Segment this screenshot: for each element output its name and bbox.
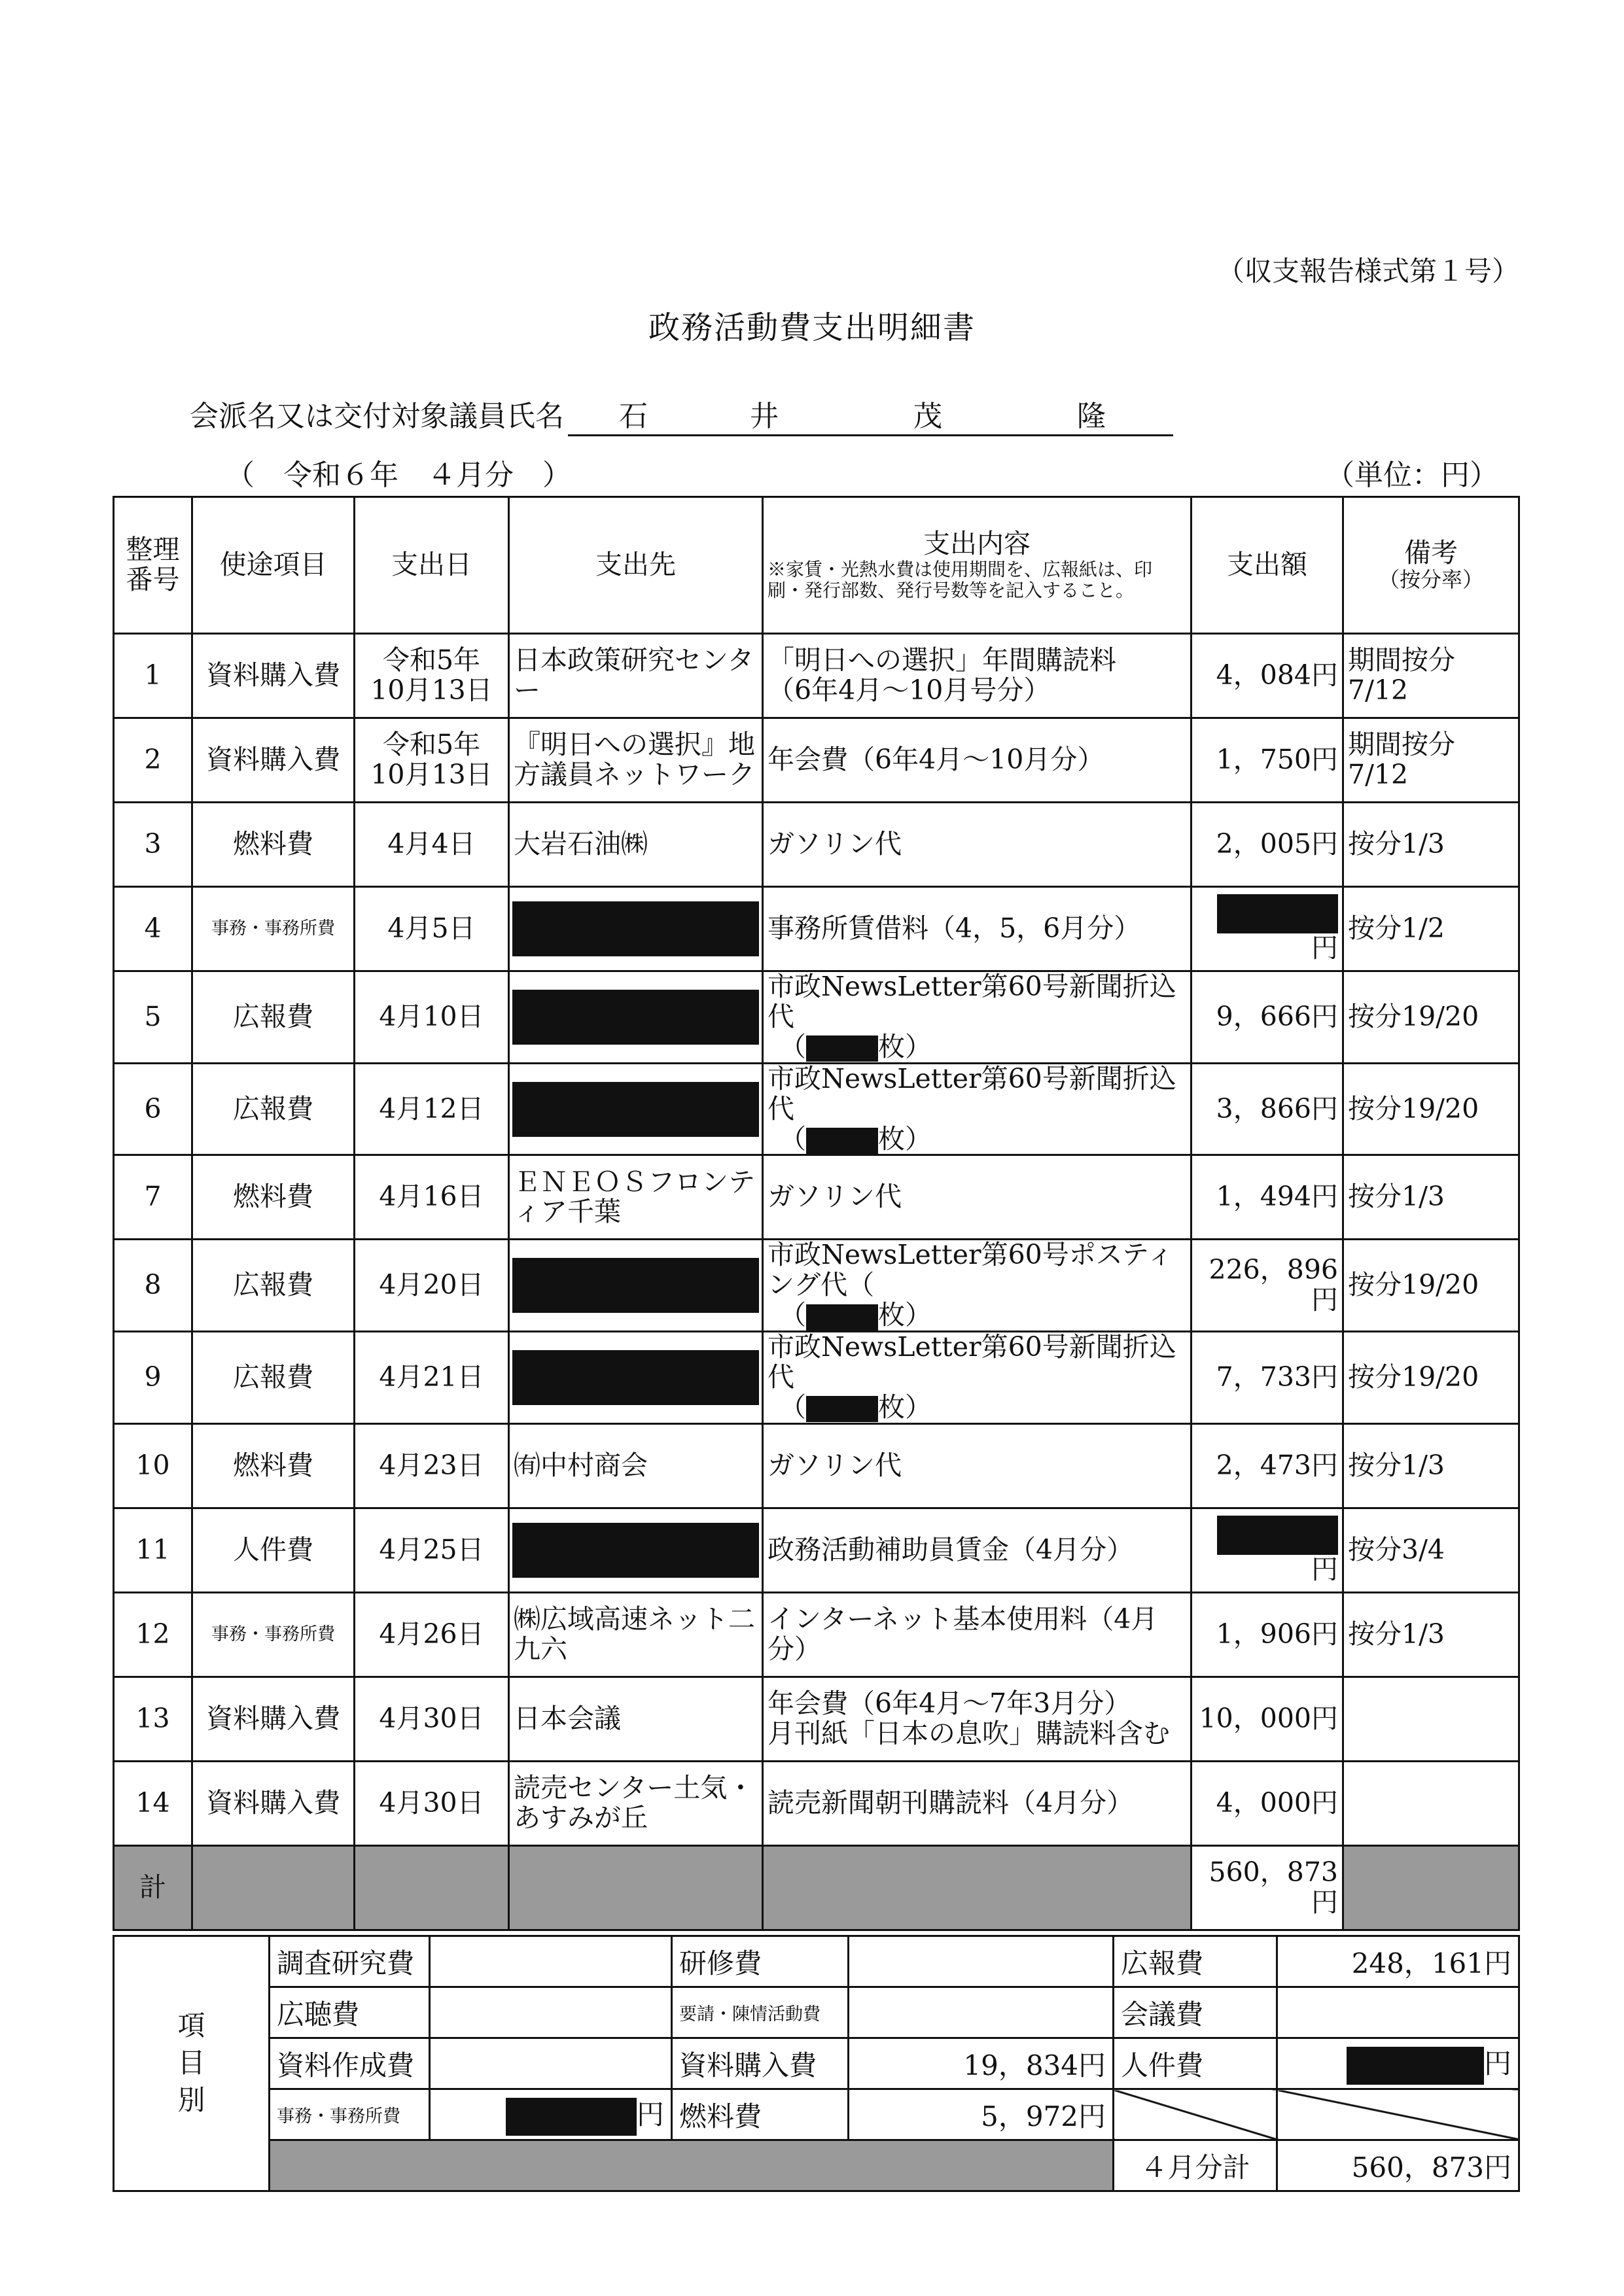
summary-value-kocho xyxy=(430,1987,672,2038)
redaction-block xyxy=(806,1304,878,1331)
member-name-char: 井 xyxy=(750,400,779,433)
cell-content-text: 「明日への選択」年間購読料 （6年4月～10月号分） xyxy=(768,644,1116,706)
cell-content-text: ガソリン代 xyxy=(768,828,902,860)
cell-content: 市政NewsLetter第60号新聞折込代 （ 枚） xyxy=(763,1063,1192,1155)
table-row xyxy=(114,1155,1519,1240)
redaction-block xyxy=(512,990,759,1045)
summary-value-month-total: 560，873円 xyxy=(1277,2140,1519,2191)
summary-table xyxy=(113,1935,1520,2192)
summary-label-jinken: 人件費 xyxy=(1114,2038,1277,2089)
summary-shaded-area xyxy=(270,2140,1114,2191)
cell-no: 2 xyxy=(114,718,192,803)
table-row xyxy=(114,803,1519,887)
summary-label-jimu: 事務・事務所費 xyxy=(270,2089,430,2140)
cell-content-text: ガソリン代 xyxy=(768,1449,902,1481)
cell-date: 4月5日 xyxy=(355,887,509,971)
cell-payee xyxy=(509,1508,763,1592)
cell-content xyxy=(763,1155,1192,1240)
summary-label-month-total: ４月分計 xyxy=(1114,2140,1277,2191)
table-row xyxy=(114,1761,1519,1845)
cell-category: 燃料費 xyxy=(192,803,355,887)
cell-remarks: 按分19/20 xyxy=(1343,1332,1519,1424)
cell-date: 4月30日 xyxy=(355,1677,509,1761)
cell-category: 燃料費 xyxy=(192,1155,355,1240)
cell-payee: ＥＮＥＯＳフロンティア千葉 xyxy=(509,1155,763,1240)
table-row xyxy=(114,1677,1519,1761)
redaction-block xyxy=(512,1350,759,1405)
summary-diagonal-cell xyxy=(1277,2089,1519,2140)
cell-payee: 『明日への選択』地方議員ネットワーク xyxy=(509,718,763,803)
summary-value-jinken-unit: 円 xyxy=(1483,2047,1511,2079)
cell-no: 5 xyxy=(114,971,192,1064)
member-label: 会派名又は交付対象議員氏名 xyxy=(190,400,564,433)
redaction-block xyxy=(512,901,759,956)
cell-no: 12 xyxy=(114,1592,192,1677)
header-content-label: 支出内容 xyxy=(923,527,1031,559)
report-period: （ 令和６年 ４月分 ） xyxy=(226,459,571,492)
cell-amount xyxy=(1192,887,1343,971)
member-name-char: 隆 xyxy=(1077,400,1106,433)
cell-category: 広報費 xyxy=(192,1240,355,1332)
cell-amount: 1，750円 xyxy=(1192,718,1343,803)
header-remarks-sub: （按分率） xyxy=(1378,567,1483,593)
cell-no: 8 xyxy=(114,1240,192,1332)
cell-content: 市政NewsLetter第60号新聞折込代 （ 枚） xyxy=(763,971,1192,1064)
summary-diagonal-cell xyxy=(1114,2089,1277,2140)
redaction-block xyxy=(806,1128,878,1154)
cell-category: 広報費 xyxy=(192,1063,355,1155)
cell-no: 6 xyxy=(114,1063,192,1155)
cell-content xyxy=(763,1508,1192,1592)
cell-amount: 4，084円 xyxy=(1192,634,1343,718)
total-row xyxy=(114,1845,1519,1930)
cell-content: 市政NewsLetter第60号ポスティング代（ （ 枚） xyxy=(763,1240,1192,1332)
cell-remarks: 期間按分 7/12 xyxy=(1343,634,1519,718)
header-date: 支出日 xyxy=(355,497,509,634)
cell-no: 11 xyxy=(114,1508,192,1592)
summary-value-shiryo-konyu: 19，834円 xyxy=(849,2038,1114,2089)
table-row xyxy=(114,634,1519,718)
cell-payee xyxy=(509,1332,763,1424)
summary-label-kocho: 広聴費 xyxy=(270,1987,430,2038)
cell-content xyxy=(763,1761,1192,1845)
summary-value-shiryo-sakusei xyxy=(430,2038,672,2089)
cell-category: 広報費 xyxy=(192,971,355,1064)
cell-amount: 226，896円 xyxy=(1192,1240,1343,1332)
member-name-char: 石 xyxy=(619,400,648,433)
cell-remarks: 按分19/20 xyxy=(1343,1240,1519,1332)
summary-label-nenryo: 燃料費 xyxy=(672,2089,849,2140)
cell-content-suffix: 枚） xyxy=(878,1122,932,1155)
cell-date: 4月16日 xyxy=(355,1155,509,1240)
table-row xyxy=(114,1592,1519,1677)
cell-payee xyxy=(509,887,763,971)
cell-content xyxy=(763,1423,1192,1508)
table-row xyxy=(114,1423,1519,1508)
cell-content-text: ガソリン代 xyxy=(768,1181,902,1213)
cell-no: 13 xyxy=(114,1677,192,1761)
summary-label-shiryo-konyu: 資料購入費 xyxy=(672,2038,849,2089)
redaction-block xyxy=(1217,1516,1338,1555)
cell-payee xyxy=(509,1240,763,1332)
cell-amount: 4，000円 xyxy=(1192,1761,1343,1845)
header-content xyxy=(763,497,1192,634)
cell-category: 広報費 xyxy=(192,1332,355,1424)
redaction-block xyxy=(806,1035,878,1062)
table-row xyxy=(114,1332,1519,1424)
cell-payee: 大岩石油㈱ xyxy=(509,803,763,887)
total-blank xyxy=(192,1845,355,1930)
cell-amount: 2，473円 xyxy=(1192,1423,1343,1508)
cell-payee: ㈱広域高速ネット二九六 xyxy=(509,1592,763,1677)
cell-remarks: 按分1/3 xyxy=(1343,1423,1519,1508)
expense-table xyxy=(113,496,1520,1931)
cell-remarks: 按分1/3 xyxy=(1343,1592,1519,1677)
cell-amount: 2，005円 xyxy=(1192,803,1343,887)
redaction-block xyxy=(1217,894,1338,933)
cell-date: 4月20日 xyxy=(355,1240,509,1332)
cell-date: 4月10日 xyxy=(355,971,509,1064)
cell-category: 資料購入費 xyxy=(192,634,355,718)
cell-remarks: 按分19/20 xyxy=(1343,1063,1519,1155)
table-row xyxy=(114,718,1519,803)
cell-category: 事務・事務所費 xyxy=(192,887,355,971)
cell-date: 4月25日 xyxy=(355,1508,509,1592)
summary-value-kaigi xyxy=(1277,1987,1519,2038)
cell-category: 事務・事務所費 xyxy=(192,1592,355,1677)
cell-no: 3 xyxy=(114,803,192,887)
cell-content-text: 市政NewsLetter第60号新聞折込代 xyxy=(768,1063,1176,1124)
cell-remarks xyxy=(1343,1677,1519,1761)
cell-category: 燃料費 xyxy=(192,1423,355,1508)
header-no: 整理 番号 xyxy=(114,497,192,634)
summary-label-kaigi: 会議費 xyxy=(1114,1987,1277,2038)
cell-no: 4 xyxy=(114,887,192,971)
form-number: （収支報告様式第１号） xyxy=(1216,255,1519,287)
summary-label-chosa: 調査研究費 xyxy=(270,1936,430,1987)
header-payee: 支出先 xyxy=(509,497,763,634)
cell-payee xyxy=(509,971,763,1064)
cell-amount-unit: 円 xyxy=(1311,932,1338,964)
summary-value-jinken xyxy=(1277,2038,1519,2089)
table-row xyxy=(114,1508,1519,1592)
cell-category: 資料購入費 xyxy=(192,1677,355,1761)
unit-label: （単位：円） xyxy=(1326,459,1498,492)
summary-label-shiryo-sakusei: 資料作成費 xyxy=(270,2038,430,2089)
cell-date: 4月21日 xyxy=(355,1332,509,1424)
summary-value-kenshu xyxy=(849,1936,1114,1987)
redaction-block xyxy=(512,1082,759,1137)
cell-remarks xyxy=(1343,1761,1519,1845)
cell-date: 令和5年 10月13日 xyxy=(355,634,509,718)
cell-content-text: 市政NewsLetter第60号新聞折込代 xyxy=(768,1331,1176,1393)
cell-content-suffix: 枚） xyxy=(878,1030,932,1062)
cell-content-suffix: 枚） xyxy=(878,1391,932,1423)
table-header-row xyxy=(114,497,1519,634)
cell-no: 1 xyxy=(114,634,192,718)
cell-no: 9 xyxy=(114,1332,192,1424)
cell-no: 14 xyxy=(114,1761,192,1845)
cell-content-suffix: 枚） xyxy=(878,1299,932,1331)
cell-no: 7 xyxy=(114,1155,192,1240)
cell-category: 資料購入費 xyxy=(192,718,355,803)
cell-amount: 7，733円 xyxy=(1192,1332,1343,1424)
summary-value-yosei xyxy=(849,1987,1114,2038)
cell-content xyxy=(763,803,1192,887)
cell-remarks: 按分19/20 xyxy=(1343,971,1519,1064)
cell-remarks: 按分1/2 xyxy=(1343,887,1519,971)
cell-payee xyxy=(509,1063,763,1155)
header-remarks-label: 備考 xyxy=(1404,537,1458,569)
cell-content-text: 市政NewsLetter第60号ポスティング代（ xyxy=(768,1239,1174,1301)
redaction-block xyxy=(506,2098,637,2136)
total-blank xyxy=(1343,1845,1519,1930)
total-blank xyxy=(355,1845,509,1930)
cell-date: 4月4日 xyxy=(355,803,509,887)
cell-payee: 日本政策研究センター xyxy=(509,634,763,718)
summary-value-jimu-unit: 円 xyxy=(636,2098,664,2131)
table-row xyxy=(114,887,1519,971)
document-title: 政務活動費支出明細書 xyxy=(648,309,976,346)
cell-date: 令和5年 10月13日 xyxy=(355,718,509,803)
redaction-block xyxy=(512,1523,759,1578)
summary-value-nenryo: 5，972円 xyxy=(849,2089,1114,2140)
cell-date: 4月26日 xyxy=(355,1592,509,1677)
cell-remarks: 按分1/3 xyxy=(1343,803,1519,887)
redaction-block xyxy=(1347,2047,1484,2085)
table-row xyxy=(114,1063,1519,1155)
cell-amount-unit: 円 xyxy=(1311,1553,1338,1585)
cell-content-text: 事務所賃借料（4，5，6月分） xyxy=(768,913,1141,945)
redaction-block xyxy=(512,1258,759,1313)
summary-label-kenshu: 研修費 xyxy=(672,1936,849,1987)
table-row xyxy=(114,1240,1519,1332)
cell-payee: 読売センター土気・あすみが丘 xyxy=(509,1761,763,1845)
cell-amount: 10，000円 xyxy=(1192,1677,1343,1761)
cell-date: 4月30日 xyxy=(355,1761,509,1845)
cell-content-text: 読売新聞朝刊購読料（4月分） xyxy=(768,1786,1134,1818)
cell-amount: 1，906円 xyxy=(1192,1592,1343,1677)
total-blank xyxy=(509,1845,763,1930)
member-name xyxy=(568,392,1173,436)
summary-label-yosei: 要請・陳情活動費 xyxy=(672,1987,849,2038)
cell-amount: 1，494円 xyxy=(1192,1155,1343,1240)
cell-payee: 日本会議 xyxy=(509,1677,763,1761)
cell-content xyxy=(763,718,1192,803)
cell-content: 市政NewsLetter第60号新聞折込代 （ 枚） xyxy=(763,1332,1192,1424)
total-label: 計 xyxy=(114,1845,192,1930)
cell-category: 人件費 xyxy=(192,1508,355,1592)
table-row xyxy=(114,971,1519,1064)
cell-remarks: 按分1/3 xyxy=(1343,1155,1519,1240)
cell-date: 4月12日 xyxy=(355,1063,509,1155)
cell-content-text: 年会費（6年4月～7年3月分） 月刊紙「日本の息吹」購読料含む xyxy=(768,1687,1170,1749)
summary-label-koho: 広報費 xyxy=(1114,1936,1277,1987)
summary-value-jimu xyxy=(430,2089,672,2140)
cell-content-text: 政務活動補助員賃金（4月分） xyxy=(768,1533,1134,1565)
cell-content xyxy=(763,634,1192,718)
cell-payee: ㈲中村商会 xyxy=(509,1423,763,1508)
member-line xyxy=(190,392,1173,436)
total-blank xyxy=(763,1845,1192,1930)
cell-content xyxy=(763,887,1192,971)
member-name-char: 茂 xyxy=(913,400,942,433)
cell-amount xyxy=(1192,1508,1343,1592)
cell-amount: 3，866円 xyxy=(1192,1063,1343,1155)
total-amount: 560，873円 xyxy=(1192,1845,1343,1930)
cell-amount: 9，666円 xyxy=(1192,971,1343,1064)
header-content-note: ※家賃・光熱水費は使用期間を、広報紙は、印刷・発行部数、発行号数等を記入すること。 xyxy=(768,558,1153,601)
cell-remarks: 按分3/4 xyxy=(1343,1508,1519,1592)
cell-category: 資料購入費 xyxy=(192,1761,355,1845)
cell-date: 4月23日 xyxy=(355,1423,509,1508)
redaction-block xyxy=(806,1396,878,1422)
summary-side-label: 項 目 別 xyxy=(114,1936,270,2191)
cell-content-text: インターネット基本使用料（4月分） xyxy=(768,1603,1158,1665)
header-category: 使途項目 xyxy=(192,497,355,634)
cell-remarks: 期間按分 7/12 xyxy=(1343,718,1519,803)
cell-content xyxy=(763,1592,1192,1677)
cell-content-text: 年会費（6年4月～10月分） xyxy=(768,744,1104,776)
cell-content xyxy=(763,1677,1192,1761)
summary-value-chosa xyxy=(430,1936,672,1987)
cell-content-text: 市政NewsLetter第60号新聞折込代 xyxy=(768,971,1176,1032)
cell-no: 10 xyxy=(114,1423,192,1508)
summary-value-koho: 248，161円 xyxy=(1277,1936,1519,1987)
header-remarks xyxy=(1343,497,1519,634)
header-amount: 支出額 xyxy=(1192,497,1343,634)
